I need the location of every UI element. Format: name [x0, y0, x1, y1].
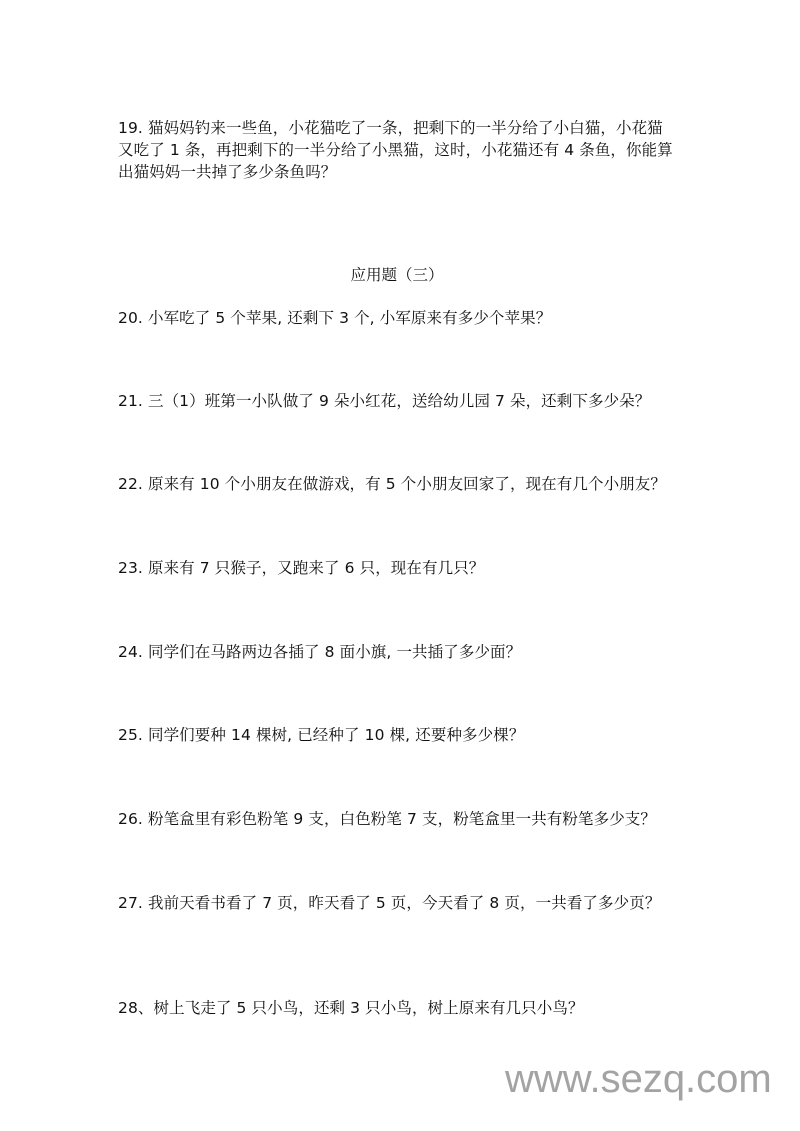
section-heading	[0, 264, 800, 286]
problem-26: 26. 粉笔盒里有彩色粉笔 9 支，白色粉笔 7 支，粉笔盒里一共有粉笔多少支？	[118, 810, 657, 828]
problem-28: 28、树上飞走了 5 只小鸟，还剩 3 只小鸟，树上原来有几只小鸟？	[118, 999, 584, 1017]
problem-19-line-3: 出猫妈妈一共掉了多少条鱼吗？	[118, 163, 337, 181]
problem-20: 20. 小军吃了 5 个苹果, 还剩下 3 个, 小军原来有多少个苹果？	[118, 309, 552, 327]
problem-19-line-2: 又吃了 1 条，再把剩下的一半分给了小黑猫，这时，小花猫还有 4 条鱼，你能算	[118, 141, 673, 159]
problem-27: 27. 我前天看书看了 7 页，昨天看了 5 页，今天看了 8 页，一共看了多少页？	[118, 894, 661, 912]
problem-23: 23. 原来有 7 只猴子，又跑来了 6 只，现在有几只？	[118, 559, 485, 577]
problem-19-line-1: 19. 猫妈妈钓来一些鱼，小花猫吃了一条，把剩下的一半分给了小白猫，小花猫	[118, 119, 663, 137]
problem-22: 22. 原来有 10 个小朋友在做游戏，有 5 个小朋友回家了，现在有几个小朋友？	[118, 475, 666, 493]
problem-19	[118, 117, 684, 183]
problem-24: 24. 同学们在马路两边各插了 8 面小旗, 一共插了多少面？	[118, 643, 522, 661]
watermark: www.sezq.com	[505, 1057, 772, 1101]
problem-21: 21. 三（1）班第一小队做了 9 朵小红花，送给幼儿园 7 朵，还剩下多少朵？	[118, 392, 651, 410]
section-heading-text: 应用题（三）	[350, 266, 444, 284]
problem-25: 25. 同学们要种 14 棵树, 已经种了 10 棵, 还要种多少棵？	[118, 726, 525, 744]
